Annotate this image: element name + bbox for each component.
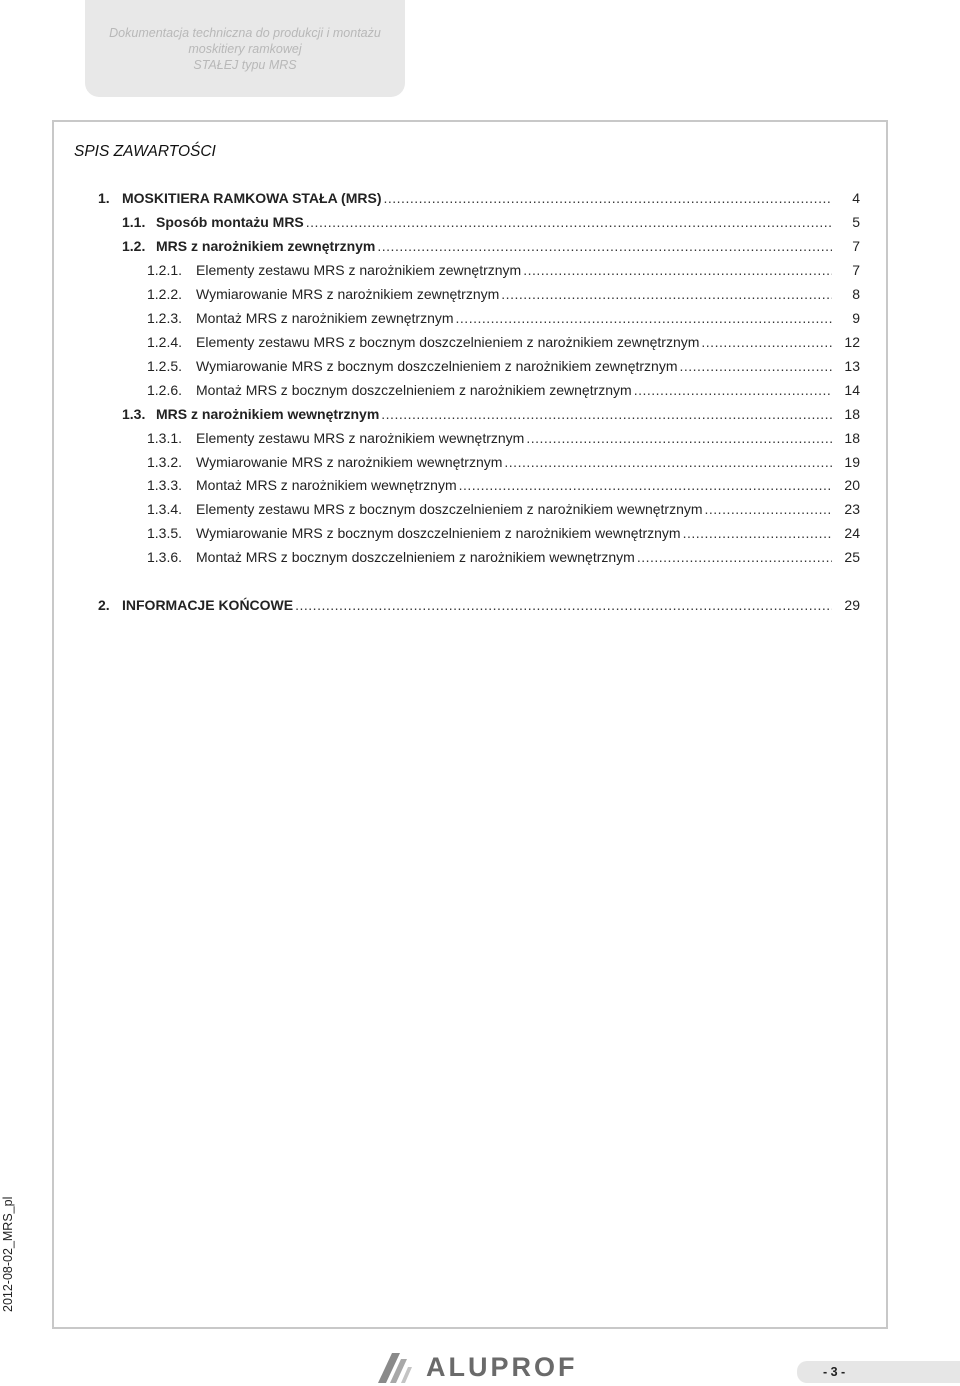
- toc-entry[interactable]: [147, 382, 860, 402]
- aluprof-logo: [374, 1348, 578, 1386]
- toc-entry-page: 18: [844, 430, 860, 446]
- toc-entry-number: 1.3.5.: [147, 525, 183, 541]
- toc-entry-text: INFORMACJE KOŃCOWE: [122, 597, 294, 613]
- toc-entry[interactable]: [122, 238, 860, 258]
- toc-entry-text: MRS z narożnikiem wewnętrznym: [156, 406, 380, 422]
- toc-entry-number: 1.3.: [122, 406, 146, 422]
- toc-entry-page: 25: [844, 549, 860, 565]
- toc-entry-text: Wymiarowanie MRS z bocznym doszczelnieniem z narożnikiem wewnętrznym: [196, 525, 681, 541]
- header-line-2: moskitiery ramkowej: [188, 41, 302, 56]
- toc-entry-text: Wymiarowanie MRS z narożnikiem zewnętrznym: [196, 286, 500, 302]
- toc-entry-page: 5: [852, 214, 860, 230]
- toc-entry-number: 1.3.3.: [147, 477, 183, 493]
- toc-entry-page: 12: [844, 334, 860, 350]
- toc-entry-number: 1.2.4.: [147, 334, 183, 350]
- toc-entry-page: 7: [852, 262, 860, 278]
- toc-entry-page: 9: [852, 310, 860, 326]
- toc-entry-text: Wymiarowanie MRS z narożnikiem wewnętrznym: [196, 454, 503, 470]
- toc-entry-number: 1.3.4.: [147, 501, 183, 517]
- aluprof-logo-icon: [374, 1349, 414, 1385]
- toc-entry-number: 1.2.: [122, 238, 146, 254]
- toc-entry-text: Elementy zestawu MRS z bocznym doszczelnieniem z narożnikiem zewnętrznym: [196, 334, 700, 350]
- document-header: [85, 0, 405, 97]
- toc-entry-number: 1.3.6.: [147, 549, 183, 565]
- toc-leader-dots: [523, 262, 832, 278]
- toc-entry-text: Wymiarowanie MRS z bocznym doszczelnieniem z narożnikiem zewnętrznym: [196, 358, 678, 374]
- toc-entry[interactable]: [147, 286, 860, 306]
- toc-entry[interactable]: [147, 525, 860, 545]
- toc-leader-dots: [701, 334, 832, 350]
- toc-entry-number: 1.2.6.: [147, 382, 183, 398]
- header-line-1: Dokumentacja techniczna do produkcji i montażu: [109, 25, 381, 40]
- toc-leader-dots: [504, 454, 832, 470]
- toc-entry[interactable]: [147, 334, 860, 354]
- toc-entry[interactable]: [147, 549, 860, 569]
- toc-entry-number: 1.2.3.: [147, 310, 183, 326]
- toc-entry-page: 4: [852, 190, 860, 206]
- toc-leader-dots: [501, 286, 832, 302]
- toc-entry-page: 20: [844, 477, 860, 493]
- toc-entry-page: 13: [844, 358, 860, 374]
- toc-title: SPIS ZAWARTOŚCI: [74, 143, 216, 160]
- toc-entry[interactable]: [147, 454, 860, 474]
- toc-entry-page: 7: [852, 238, 860, 254]
- toc-entry[interactable]: [147, 310, 860, 330]
- toc-entry-text: MOSKITIERA RAMKOWA STAŁA (MRS): [122, 190, 382, 206]
- toc-leader-dots: [381, 406, 832, 422]
- toc-entry-page: 8: [852, 286, 860, 302]
- toc-entry[interactable]: [98, 190, 860, 210]
- toc-leader-dots: [526, 430, 832, 446]
- toc-entry[interactable]: [147, 358, 860, 378]
- toc-leader-dots: [377, 238, 832, 254]
- toc-entry-text: Elementy zestawu MRS z narożnikiem zewnętrznym: [196, 262, 522, 278]
- toc-entry-number: 1.: [98, 190, 110, 206]
- aluprof-logo-text: ALUPROF: [426, 1351, 578, 1382]
- toc-leader-dots: [459, 477, 832, 493]
- toc-entry-text: Montaż MRS z narożnikiem zewnętrznym: [196, 310, 454, 326]
- toc-entry-text: Sposób montażu MRS: [156, 214, 304, 230]
- header-line-3: STAŁEJ typu MRS: [193, 57, 297, 72]
- toc-entry-number: 1.3.2.: [147, 454, 183, 470]
- toc-entry-page: 23: [844, 501, 860, 517]
- toc-leader-dots: [295, 597, 832, 613]
- toc-entry[interactable]: [122, 406, 860, 426]
- toc-leader-dots: [683, 525, 832, 541]
- toc-leader-dots: [306, 214, 832, 230]
- toc-leader-dots: [679, 358, 832, 374]
- toc-leader-dots: [384, 190, 833, 206]
- toc-entry-text: Montaż MRS z narożnikiem wewnętrznym: [196, 477, 457, 493]
- toc-entry-page: 29: [844, 597, 860, 613]
- toc-entry-text: Elementy zestawu MRS z bocznym doszczelnieniem z narożnikiem wewnętrznym: [196, 501, 703, 517]
- toc-leader-dots: [705, 501, 832, 517]
- toc-leader-dots: [637, 549, 832, 565]
- toc-leader-dots: [634, 382, 832, 398]
- toc-entry[interactable]: [147, 477, 860, 497]
- toc-entry[interactable]: [98, 597, 860, 617]
- toc-entry-page: 14: [844, 382, 860, 398]
- toc-entry-page: 18: [844, 406, 860, 422]
- toc-leader-dots: [456, 310, 832, 326]
- toc-entry[interactable]: [122, 214, 860, 234]
- page-number: - 3 -: [797, 1361, 960, 1383]
- toc-entry-number: 1.2.5.: [147, 358, 183, 374]
- toc-entry-number: 1.2.1.: [147, 262, 183, 278]
- toc-entry-page: 19: [844, 454, 860, 470]
- toc-entry-text: Montaż MRS z bocznym doszczelnieniem z narożnikiem zewnętrznym: [196, 382, 632, 398]
- toc-entry-number: 1.3.1.: [147, 430, 183, 446]
- toc-entry-number: 1.2.2.: [147, 286, 183, 302]
- toc-entry-page: 24: [844, 525, 860, 541]
- toc-entry[interactable]: [147, 262, 860, 282]
- toc-entry-text: Montaż MRS z bocznym doszczelnieniem z narożnikiem wewnętrznym: [196, 549, 635, 565]
- toc-entry[interactable]: [147, 501, 860, 521]
- toc-entry-text: Elementy zestawu MRS z narożnikiem wewnętrznym: [196, 430, 525, 446]
- toc-entry-number: 2.: [98, 597, 110, 613]
- document-code: 2012-08-02_MRS_pl: [1, 1196, 15, 1312]
- toc-entry-text: MRS z narożnikiem zewnętrznym: [156, 238, 376, 254]
- toc-entry[interactable]: [147, 430, 860, 450]
- toc-entry-number: 1.1.: [122, 214, 146, 230]
